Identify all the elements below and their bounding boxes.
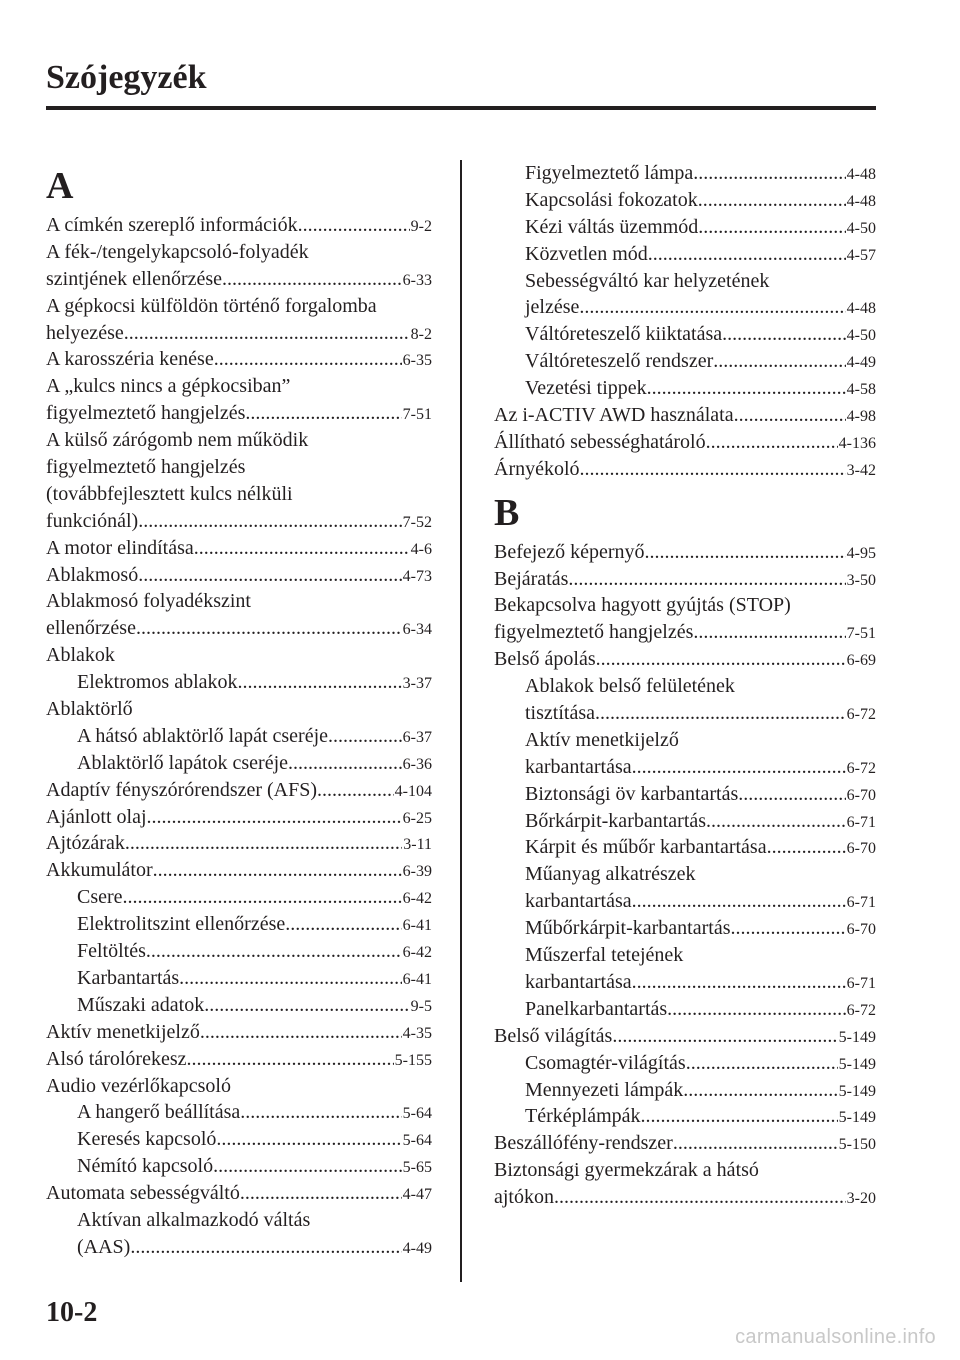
page-reference: 6-70 [846,840,876,858]
index-entry-text: Biztonsági öv karbantartás [525,782,739,805]
index-entry-text: Vezetési tippek [525,377,647,400]
index-entry-text: Adaptív fényszórórendszer (AFS) [46,778,318,801]
index-entry-text: Panelkarbantartás [525,997,668,1020]
index-entry-text: figyelmeztető hangjelzés [494,621,694,644]
index-entry-text: Bejáratás [494,567,569,590]
dot-leader [698,214,845,241]
index-entry [494,781,876,808]
dot-leader [213,1153,402,1180]
index-entry-text: Kapcsolási fokozatok [525,188,698,211]
page-reference: 6-42 [402,890,432,908]
index-entry-text: Ajánlott olaj [46,805,147,828]
index-entry [494,619,876,646]
dot-leader [288,750,402,777]
index-entry [494,539,876,566]
index-entry-text: karbantartása [525,755,632,778]
page-reference: 6-71 [846,894,876,912]
index-entry-line: Bekapcsolva hagyott gyújtás (STOP) [494,594,791,617]
section-letter: A [46,165,74,207]
index-column-left [46,160,432,1261]
index-entry-line: A fék-/tengelykapcsoló-folyadék [46,240,309,263]
index-entry-text: ellenőrzése [46,617,136,640]
index-entry-text: Ablakmosó [46,563,139,586]
index-entry [494,646,876,673]
index-entry [46,750,432,777]
index-entry-text: Közvetlen mód [525,242,648,265]
index-entry-text: karbantartása [525,970,632,993]
dot-leader [136,615,402,642]
dot-leader [240,1180,402,1207]
index-entry [494,969,876,996]
index-entry-text: Csere [77,886,123,909]
page-reference: 6-35 [402,352,432,370]
dot-leader [730,915,845,942]
index-entry [494,1023,876,1050]
index-entry [494,1050,876,1077]
page-reference: 4-73 [402,567,432,585]
index-entry-text: Műbőrkárpit-karbantartás [525,917,731,940]
page-reference: 4-6 [410,540,432,558]
index-entry [46,992,432,1019]
dot-leader [216,1126,401,1153]
page-reference: 4-49 [846,354,876,372]
index-entry-text: Műszaki adatok [77,993,205,1016]
dot-leader [146,938,402,965]
index-entry-line: A „kulcs nincs a gépkocsiban” [46,375,291,398]
index-entry-text: Belső ápolás [494,648,596,671]
dot-leader [194,535,410,562]
index-entry [494,456,876,483]
index-entry [494,402,876,429]
index-entry-text: Keresés kapcsoló [77,1128,217,1151]
index-entry [46,1234,432,1261]
dot-leader [686,1050,838,1077]
index-entry [494,834,876,861]
page-reference: 5-150 [838,1136,876,1154]
page-reference: 9-5 [410,997,432,1015]
page-reference: 4-98 [846,408,876,426]
dot-leader [238,669,402,696]
index-column-right [494,160,876,1211]
page-reference: 6-41 [402,917,432,935]
page-reference: 4-57 [846,246,876,264]
dot-leader [130,1234,401,1261]
dot-leader [641,1103,838,1130]
page-reference: 5-149 [838,1082,876,1100]
index-entry-text: Elektrolitszint ellenőrzése [77,913,286,936]
index-entry-text: Állítható sebességhatároló [494,430,706,453]
dot-leader [647,375,846,402]
page-reference: 6-39 [402,863,432,881]
index-entry-text: Beszállófény-rendszer [494,1132,673,1155]
dot-leader [632,888,846,915]
index-entry [494,754,876,781]
page-reference: 4-49 [402,1239,432,1257]
dot-leader [187,1046,394,1073]
dot-leader [123,884,402,911]
page-reference: 7-51 [402,406,432,424]
page-reference: 4-50 [846,219,876,237]
dot-leader [693,160,845,187]
dot-leader [138,562,401,589]
index-entry [494,566,876,593]
dot-leader [204,992,409,1019]
dot-leader [673,1130,838,1157]
index-entry-text: A címkén szereplő információk [46,214,298,236]
page-reference: 6-34 [402,621,432,639]
page-reference: 7-51 [846,625,876,643]
page-reference: 3-37 [402,675,432,693]
page-reference: 6-71 [846,813,876,831]
index-entry-line: A gépkocsi külföldön történő forgalomba [46,294,377,317]
page-reference: 6-72 [846,759,876,777]
page-reference: 4-48 [846,166,876,183]
dot-leader [713,348,845,375]
index-entry [494,348,876,375]
index-entry [46,1126,432,1153]
dot-leader [285,911,401,938]
dot-leader [317,777,394,804]
index-entry-text: Belső világítás [494,1024,613,1047]
index-entry-text: Kárpit és műbőr karbantartása [525,836,767,859]
index-entry-line: figyelmeztető hangjelzés [46,456,246,479]
index-entry-text: Az i-ACTIV AWD használata [494,404,734,427]
index-entry-line: Műszerfal tetejének [525,944,684,967]
page-reference: 6-72 [846,706,876,724]
index-entry [46,669,432,696]
page-reference: 4-35 [402,1024,432,1042]
index-entry-text: figyelmeztető hangjelzés [46,402,246,425]
index-entry [46,911,432,938]
index-entry-text: Alsó tárolórekesz [46,1047,187,1070]
index-entry [46,830,432,857]
page-reference: 5-65 [402,1159,432,1177]
index-entry-text: ajtókon [494,1186,554,1209]
dot-leader [706,808,846,835]
dot-leader [125,830,402,857]
index-entry-text: Ablaktörlő lapátok cseréje [77,751,289,774]
index-entry-text: funkciónál) [46,509,139,532]
index-entry-text: tisztítása [525,702,595,725]
dot-leader [644,539,845,566]
index-entry [46,777,432,804]
index-entry-text: jelzése [525,296,580,319]
page-reference: 6-41 [402,970,432,988]
index-entry-text: (AAS) [77,1235,131,1258]
page-reference: 7-52 [402,513,432,531]
index-entry-line: Aktív menetkijelző [525,728,679,751]
index-entry-text: karbantartása [525,890,632,913]
dot-leader [596,646,846,673]
index-entry [494,429,876,456]
page-reference: 6-72 [846,1001,876,1019]
index-entry-text: Feltöltés [77,940,146,963]
page-reference: 3-50 [846,571,876,589]
index-entry-line: Műanyag alkatrészek [525,863,696,886]
page-reference: 4-48 [846,300,876,318]
page-reference: 6-70 [846,786,876,804]
index-entry [46,212,432,239]
index-entry [494,294,876,321]
page-reference: 5-149 [838,1109,876,1127]
index-entry [46,346,432,373]
dot-leader [328,723,402,750]
page-reference: 4-47 [402,1186,432,1204]
index-entry-line: (továbbfejlesztett kulcs nélküli [46,482,293,505]
index-entry [46,1046,432,1073]
page-reference: 4-48 [846,192,876,210]
index-entry [46,938,432,965]
dot-leader [683,1077,837,1104]
index-entry-line: A külső zárógomb nem működik [46,429,309,452]
page-reference: 6-33 [402,271,432,289]
page-reference: 8-2 [410,325,432,343]
dot-leader [147,804,402,831]
index-entry-text: szintjének ellenőrzése [46,267,223,290]
index-entry [46,535,432,562]
header-rule [46,106,876,110]
page-reference: 9-2 [410,218,432,235]
index-entry-text: Automata sebességváltó [46,1182,240,1205]
index-entry [46,615,432,642]
index-entry-line: Aktívan alkalmazkodó váltás [77,1208,311,1231]
index-entry-text: Bőrkárpit-karbantartás [525,809,707,832]
dot-leader [722,321,846,348]
index-entry-text: Befejező képernyő [494,540,645,563]
page-title: Szójegyzék [46,59,207,96]
index-entry-text: Térképlámpák [525,1105,641,1128]
index-entry-text: Ajtózárak [46,832,125,855]
index-entry [494,1130,876,1157]
page-reference: 5-149 [838,1028,876,1046]
index-entry [494,1103,876,1130]
index-entry [494,375,876,402]
index-entry-text: A motor elindítása [46,536,194,559]
index-entry-text: A hangerő beállítása [77,1101,241,1124]
column-divider [460,160,462,1282]
index-entry [46,723,432,750]
page-reference: 4-58 [846,381,876,399]
index-entry [494,214,876,241]
index-entry-line: Audio vezérlőkapcsoló [46,1074,231,1097]
dot-leader [200,1019,402,1046]
dot-leader [579,294,845,321]
page-reference: 4-136 [838,434,876,452]
index-entry-text: Figyelmeztető lámpa [525,162,694,184]
dot-leader [632,969,846,996]
page-reference: 5-64 [402,1105,432,1123]
index-entry-text: Elektromos ablakok [77,671,238,694]
page-reference: 5-149 [838,1055,876,1073]
index-entry [46,266,432,293]
index-entry [494,888,876,915]
index-entry-text: A hátsó ablaktörlő lapát cseréje [77,724,329,747]
page-reference: 6-70 [846,921,876,939]
index-entry [46,804,432,831]
index-entry-text: Aktív menetkijelző [46,1020,200,1043]
page-reference: 3-20 [846,1190,876,1208]
dot-leader [245,400,401,427]
dot-leader [693,619,845,646]
index-entry [494,1184,876,1211]
dot-leader [214,346,402,373]
index-entry [494,187,876,214]
page-reference: 4-95 [846,544,876,562]
dot-leader [612,1023,837,1050]
index-entry [46,857,432,884]
dot-leader [706,429,838,456]
index-entry [46,1099,432,1126]
index-entry-text: Akkumulátor [46,859,153,882]
index-entry [46,562,432,589]
index-entry-line: Ablakmosó folyadékszint [46,590,251,613]
page-reference: 3-42 [846,461,876,479]
index-entry [494,700,876,727]
dot-leader [153,857,402,884]
dot-leader [240,1099,401,1126]
index-entry-text: Karbantartás [77,966,180,989]
index-entry-text: Váltóreteszelő rendszer [525,350,714,373]
index-entry-line: Ablaktörlő [46,698,133,721]
page-reference: 4-104 [394,782,432,800]
index-entry-text: Csomagtér-világítás [525,1051,686,1074]
index-entry [46,1153,432,1180]
index-entry-text: A karosszéria kenése [46,348,214,371]
dot-leader [698,187,846,214]
dot-leader [595,700,846,727]
dot-leader [298,212,410,239]
index-entry-text: Árnyékoló [494,457,580,480]
dot-leader [632,754,846,781]
index-entry-text: helyezése [46,321,124,344]
index-entry [46,965,432,992]
page-reference: 6-42 [402,944,432,962]
dot-leader [667,996,846,1023]
dot-leader [138,508,401,535]
page-reference: 5-155 [394,1051,432,1069]
dot-leader [124,320,410,347]
page-reference: 4-50 [846,327,876,345]
dot-leader [734,402,846,429]
watermark: carmanualsonline.info [735,1326,936,1348]
index-entry [46,1180,432,1207]
index-entry [46,508,432,535]
dot-leader [222,266,402,293]
dot-leader [738,781,845,808]
page-reference: 3-11 [403,836,432,854]
dot-leader [648,241,846,268]
index-entry-text: Némító kapcsoló [77,1155,214,1178]
index-entry-text: Váltóreteszelő kiiktatása [525,323,723,346]
page-number: 10-2 [46,1297,98,1328]
index-entry [46,400,432,427]
index-entry [494,808,876,835]
index-entry [494,241,876,268]
index-entry [494,996,876,1023]
index-entry-line: Ablakok [46,644,115,667]
index-entry-text: Mennyezeti lámpák [525,1078,684,1101]
dot-leader [767,834,846,861]
page-reference: 6-71 [846,974,876,992]
dot-leader [179,965,402,992]
index-entry [46,884,432,911]
index-entry [494,915,876,942]
dot-leader [568,566,845,593]
dot-leader [580,456,846,483]
page-reference: 6-36 [402,755,432,773]
page-reference: 6-25 [402,809,432,827]
index-entry [46,1019,432,1046]
index-entry-line: Sebességváltó kar helyzetének [525,269,770,292]
index-entry [46,320,432,347]
index-entry-line: Biztonsági gyermekzárak a hátsó [494,1159,759,1182]
index-entry [494,160,876,187]
dot-leader [554,1184,846,1211]
page-reference: 6-69 [846,652,876,670]
index-entry [494,321,876,348]
page-reference: 6-37 [402,728,432,746]
section-letter: B [494,491,520,534]
index-entry [494,1077,876,1104]
index-entry-line: Ablakok belső felületének [525,675,735,698]
index-entry-text: Kézi váltás üzemmód [525,215,699,238]
page-reference: 5-64 [402,1132,432,1150]
